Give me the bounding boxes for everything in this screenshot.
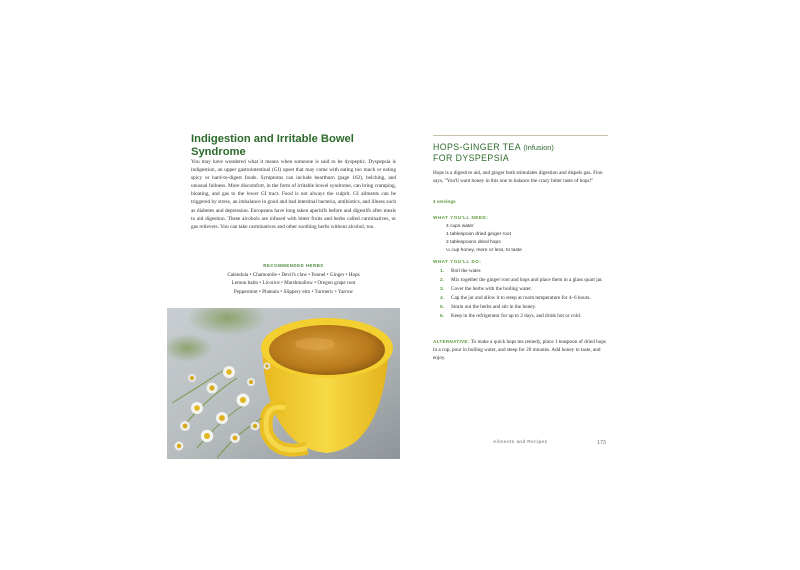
tea-cup-photo [167, 308, 400, 459]
steps-heading: WHAT YOU'LL DO: [433, 259, 482, 264]
ingredient-item: 1 tablespoon dried ginger root [446, 232, 511, 237]
alternative-label: ALTERNATIVE: [433, 339, 470, 344]
herbs-line: Peppermint • Plantain • Slippery elm • Turmeric • Yarrow [233, 288, 354, 295]
recipe-top-rule [433, 135, 608, 136]
recipe-title: HOPS-GINGER TEA (Infusion) FOR DYSPEPSIA [433, 142, 554, 163]
herbs-line: Calendula • Chamomile • Devil's claw • Fennel • Ginger • Hops [227, 272, 360, 278]
step-item: 1. Boil the water. [440, 268, 482, 274]
page-number: 173 [597, 440, 606, 446]
steps-list [440, 268, 618, 323]
recipe-intro: Hops is a digestive aid, and ginger both stimulates digestion and dispels gas. Finn says, "You'll want honey in this one to balance the crazy bitter taste of hops!" [433, 170, 603, 184]
recommended-herbs-list [191, 271, 396, 296]
section-body: You may have wondered what it means when someone is said to be dyspeptic. Dyspepsia is indigestion, an upper gastrointestinal (GI) upset that may come with eating too much or eating spicy or hard-to-digest foods. Symptoms can include heartburn (page 162), belching, and unusual fullness. More discomfort, in the form of irritable bowel syndrome, can bring cramping, bloating, and gas to the lower GI tract. Food is not always the culprit. GI ailments can be triggered by stress, an imbalance in good and bad intestinal bacteria, antibiotics, and illness such as diabetes and depression. Europeans have long taken aperitifs before and digestifs after meals to aid digestion. These alcohols are infused with bitter fruits and herbs called carminatives, or gas relievers. You can take carminatives and other soothing herbs without alcohol, too. [191, 159, 396, 230]
recipe-servings: 4 servings [433, 199, 456, 204]
step-item: 4. Cap the jar and allow it to steep at room temperature for 4–6 hours. [440, 295, 591, 302]
step-item: 5. Strain out the herbs and stir in the honey. [440, 304, 537, 311]
herbs-line: Lemon balm • Licorice • Marshmallow • Oregon grape root [231, 280, 356, 287]
section-title: Indigestion and Irritable Bowel Syndrome [191, 133, 354, 158]
ingredients-list [446, 223, 616, 255]
step-item: 6. Keep in the refrigerator for up to 2 days, and drink hot or cold. [440, 313, 582, 320]
alternative-note [433, 338, 611, 362]
step-item: 3. Cover the herbs with the boiling water. [440, 286, 532, 293]
ingredient-item: 4 cups water [446, 224, 474, 229]
ingredient-item: ¼ cup honey, more or less, to taste [446, 248, 523, 253]
footer-section-name: Ailments and Recipes [493, 440, 548, 445]
ingredients-heading: WHAT YOU'LL NEED: [433, 215, 489, 220]
recommended-herbs-heading: RECOMMENDED HERBS [263, 263, 324, 268]
alternative-text: To make a quick hops tea remedy, place 1 teaspoon of dried hops in a cup, pour in boiling water, and steep for 20 minutes. Add honey to taste, and enjoy. [433, 339, 606, 361]
ingredient-item: 2 tablespoons dried hops [446, 240, 501, 245]
step-item: 2. Mix together the ginger root and hops and place them in a glass quart jar. [440, 277, 603, 284]
